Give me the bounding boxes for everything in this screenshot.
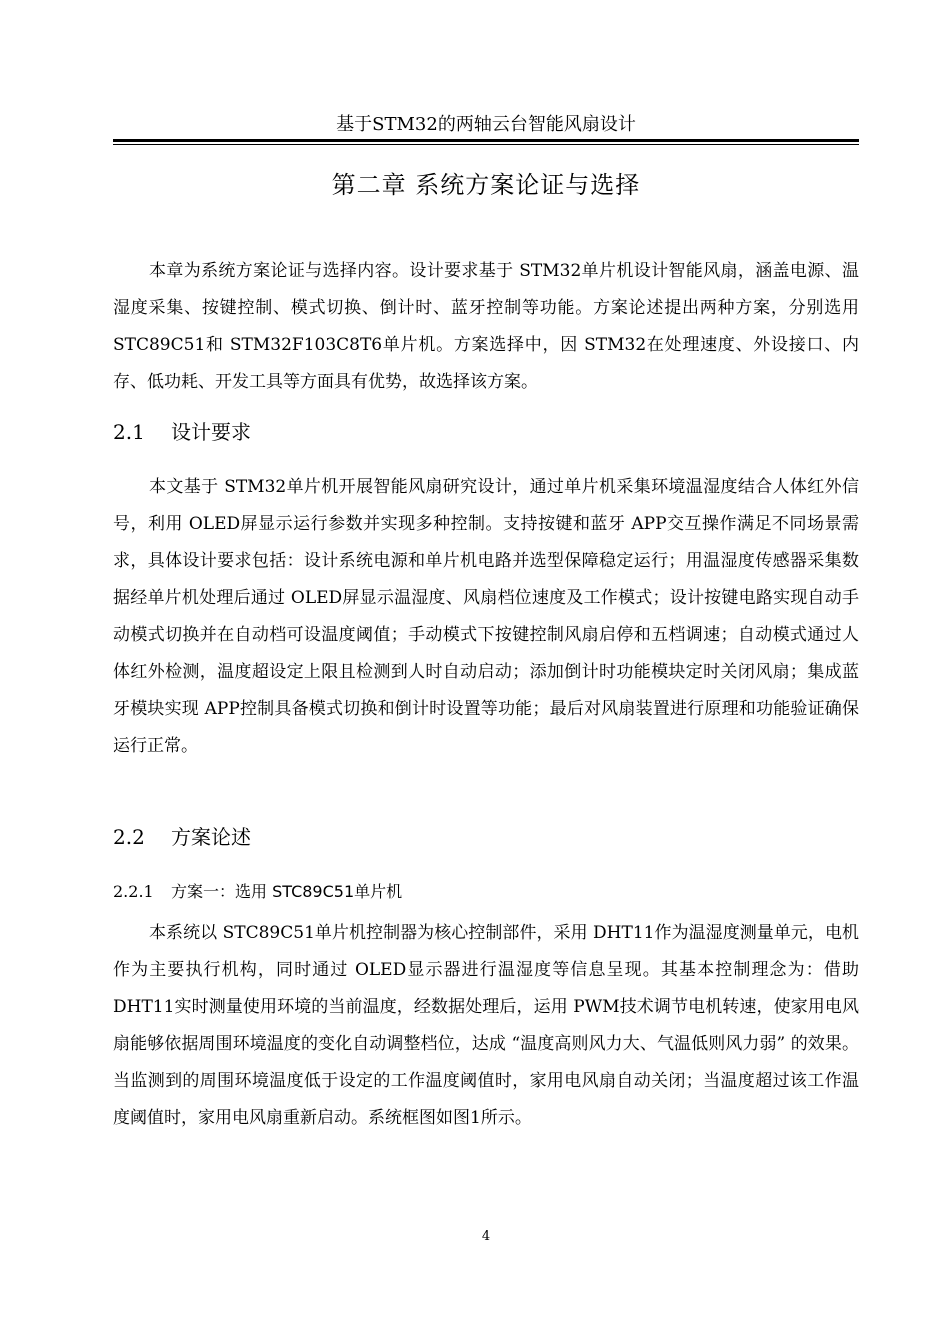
header-rule-thick <box>113 139 859 142</box>
section-title: 方案一：选用 STC89C51单片机 <box>171 882 403 901</box>
running-header: 基于STM32的两轴云台智能风扇设计 <box>336 114 636 135</box>
section-number: 2.1 <box>113 420 145 444</box>
chapter-title: 第二章 系统方案论证与选择 <box>331 171 641 199</box>
scheme-one-paragraph: 本系统以 STC89C51单片机控制器为核心控制部件，采用 DHT11作为温湿度测量单元，电机作为主要执行机构，同时通过 OLED显示器进行温湿度等信息呈现。其基本控制理念为：借助 DHT11实时测量使用环境的当前温度，经数据处理后，运用 PWM技术调节电机转速，使家用电风扇能够依据周围环境温度的变化自动调整档位，达成 “温度高则风力大、气温低则风力弱” 的效果。当监测到的周围环境温度低于设定的工作温度阈值时，家用电风扇自动关闭；当温度超过该工作温度阈值时，家用电风扇重新启动。系统框图如图1所示。 <box>113 923 859 1128</box>
section-title: 设计要求 <box>171 420 251 444</box>
section-2-2-1-heading <box>113 879 859 905</box>
page-number: 4 <box>481 1229 491 1244</box>
section-number: 2.2.1 <box>113 882 154 901</box>
intro-paragraph: 本章为系统方案论证与选择内容。设计要求基于 STM32单片机设计智能风扇，涵盖电源、温湿度采集、按键控制、模式切换、倒计时、蓝牙控制等功能。方案论述提出两种方案，分别选用 STC89C51和 STM32F103C8T6单片机。方案选择中，因 STM32在处理速度、外设接口、内存、低功耗、开发工具等方面具有优势，故选择该方案。 <box>113 261 859 392</box>
section-title: 方案论述 <box>171 825 251 849</box>
design-requirements-paragraph: 本文基于 STM32单片机开展智能风扇研究设计，通过单片机采集环境温湿度结合人体红外信号，利用 OLED屏显示运行参数并实现多种控制。支持按键和蓝牙 APP交互操作满足不同场景需求，具体设计要求包括：设计系统电源和单片机电路并选型保障稳定运行；用温湿度传感器采集数据经单片机处理后通过 OLED屏显示温湿度、风扇档位速度及工作模式；设计按键电路实现自动手动模式切换并在自动档可设温度阈值；手动模式下按键控制风扇启停和五档调速；自动模式通过人体红外检测，温度超设定上限且检测到人时自动启动；添加倒计时功能模块定时关闭风扇；集成蓝牙模块实现 APP控制具备模式切换和倒计时设置等功能；最后对风扇装置进行原理和功能验证确保运行正常。 <box>113 477 859 756</box>
section-2-1-heading <box>113 417 859 447</box>
header-rule-thin <box>113 144 859 145</box>
section-2-2-heading <box>113 822 859 852</box>
section-number: 2.2 <box>113 825 145 849</box>
